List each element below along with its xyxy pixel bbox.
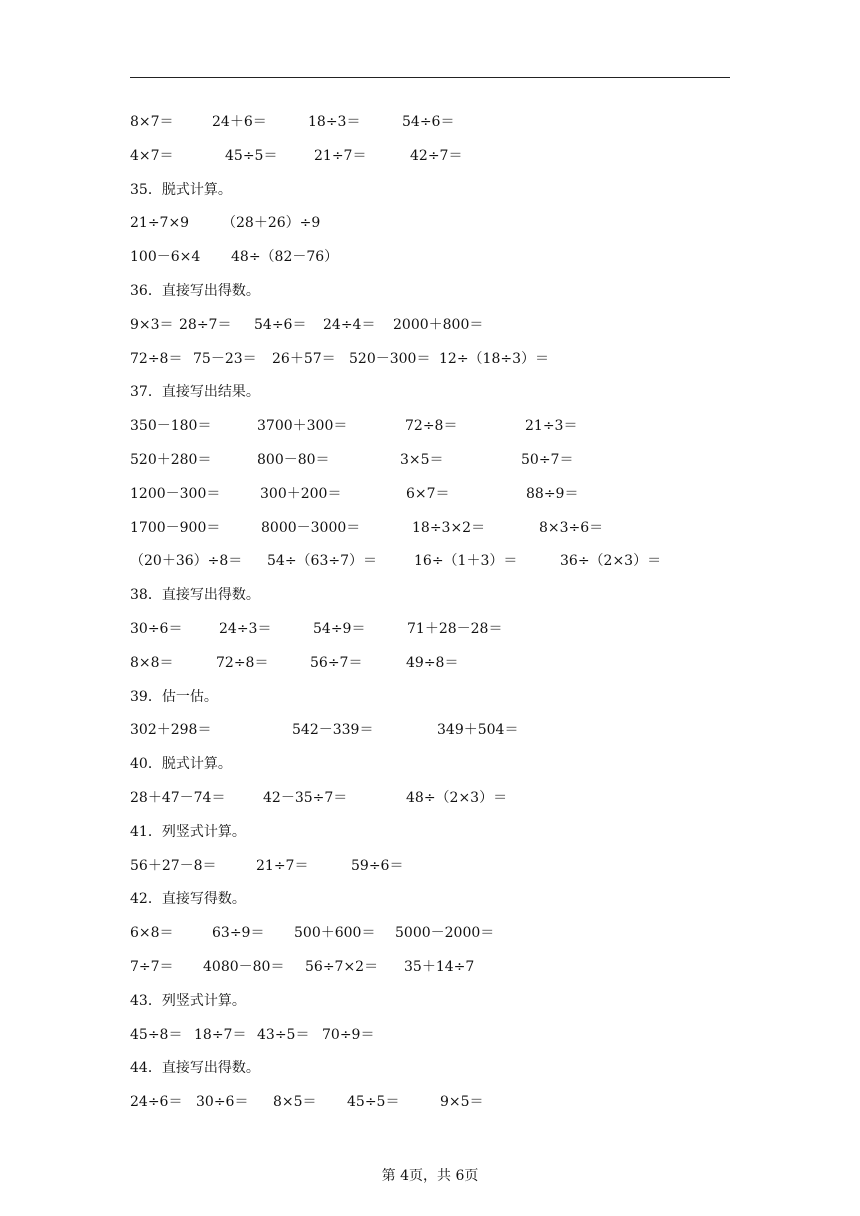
expression: 2000＋800＝ xyxy=(393,316,484,333)
expression: 45÷5＝ xyxy=(347,1094,400,1111)
question-title: 41．列竖式计算。 xyxy=(130,823,246,840)
question-title: 35．脱式计算。 xyxy=(130,181,232,198)
header-rule xyxy=(130,77,730,78)
question-title: 42．直接写得数。 xyxy=(130,891,246,908)
expression: 3×5＝ xyxy=(400,451,444,468)
expression-row xyxy=(130,484,730,518)
expression: 350－180＝ xyxy=(130,418,212,435)
expression-row xyxy=(130,146,730,180)
expression: 75－23＝ xyxy=(193,350,257,367)
expression: 24＋6＝ xyxy=(212,114,267,130)
expression: 349＋504＝ xyxy=(437,722,519,739)
expression: 800－80＝ xyxy=(257,451,330,468)
expression: 21÷7＝ xyxy=(256,857,309,874)
expression: 9×3＝ xyxy=(130,316,174,333)
expression: 45÷5＝ xyxy=(225,147,278,164)
expression: 48÷（2×3）＝ xyxy=(406,789,508,806)
expression: 520＋280＝ xyxy=(130,451,212,468)
expression: 59÷6＝ xyxy=(351,857,404,874)
worksheet-content xyxy=(130,112,730,1126)
expression-row xyxy=(130,416,730,450)
expression: 24÷3＝ xyxy=(219,620,272,637)
question-title: 44．直接写出得数。 xyxy=(130,1060,260,1077)
expression: 1700－900＝ xyxy=(130,519,221,536)
question-heading xyxy=(130,991,730,1025)
expression: 50÷7＝ xyxy=(521,451,574,468)
expression: 8000－3000＝ xyxy=(261,519,361,536)
expression-row xyxy=(130,653,730,687)
expression: （20＋36）÷8＝ xyxy=(130,553,243,570)
expression: 500＋600＝ xyxy=(294,925,376,942)
expression-row xyxy=(130,247,730,281)
expression: 54÷6＝ xyxy=(254,316,307,333)
expression: 28÷7＝ xyxy=(179,316,232,333)
expression: 21÷7＝ xyxy=(314,147,367,164)
expression: 54÷（63÷7）＝ xyxy=(267,553,377,570)
expression: 542－339＝ xyxy=(292,722,374,739)
expression: 300＋200＝ xyxy=(260,485,342,502)
expression: 72÷8＝ xyxy=(216,654,269,671)
expression: 18÷7＝ xyxy=(194,1026,247,1043)
expression-row xyxy=(130,957,730,991)
expression: 8×3÷6＝ xyxy=(539,519,604,536)
expression: 63÷9＝ xyxy=(212,925,265,942)
expression-row xyxy=(130,450,730,484)
expression: 54÷6＝ xyxy=(402,114,455,130)
expression: 42÷7＝ xyxy=(410,147,463,164)
question-heading xyxy=(130,281,730,315)
expression: 12÷（18÷3）＝ xyxy=(439,350,549,367)
expression: 520－300＝ xyxy=(349,350,431,367)
expression: 72÷8＝ xyxy=(405,418,458,435)
expression: 35＋14÷7 xyxy=(404,958,475,975)
expression: （28＋26）÷9 xyxy=(222,215,321,232)
expression-row xyxy=(130,856,730,890)
expression: 56＋27－8＝ xyxy=(130,857,217,874)
expression: 1200－300＝ xyxy=(130,485,221,502)
expression: 302＋298＝ xyxy=(130,722,212,739)
expression: 16÷（1＋3）＝ xyxy=(414,553,518,570)
expression: 49÷8＝ xyxy=(406,654,459,671)
expression: 72÷8＝ xyxy=(130,350,183,367)
expression: 48÷（82－76） xyxy=(231,249,339,266)
expression: 8×7＝ xyxy=(130,114,174,130)
expression: 8×8＝ xyxy=(130,654,174,671)
expression: 56÷7×2＝ xyxy=(305,958,379,975)
question-title: 43．列竖式计算。 xyxy=(130,992,246,1009)
expression: 88÷9＝ xyxy=(526,485,579,502)
expression: 6×7＝ xyxy=(406,485,450,502)
question-heading xyxy=(130,889,730,923)
expression: 30÷6＝ xyxy=(196,1094,249,1111)
expression: 3700＋300＝ xyxy=(257,418,348,435)
question-title: 37．直接写出结果。 xyxy=(130,384,260,401)
expression: 4×7＝ xyxy=(130,147,174,164)
question-title: 36．直接写出得数。 xyxy=(130,282,260,299)
expression: 21÷7×9 xyxy=(130,215,190,232)
question-heading xyxy=(130,585,730,619)
expression: 24÷4＝ xyxy=(323,316,376,333)
expression: 56÷7＝ xyxy=(310,654,363,671)
expression: 100－6×4 xyxy=(130,249,201,266)
expression: 5000－2000＝ xyxy=(395,925,495,942)
expression: 30÷6＝ xyxy=(130,620,183,637)
expression-row xyxy=(130,923,730,957)
expression-row xyxy=(130,720,730,754)
expression-row xyxy=(130,788,730,822)
expression: 42－35÷7＝ xyxy=(263,789,348,806)
expression-row xyxy=(130,349,730,383)
expression-row xyxy=(130,551,730,585)
expression: 28＋47－74＝ xyxy=(130,789,226,806)
question-title: 40．脱式计算。 xyxy=(130,756,232,773)
expression: 18÷3×2＝ xyxy=(412,519,486,536)
expression: 18÷3＝ xyxy=(308,114,361,130)
expression: 9×5＝ xyxy=(440,1094,484,1111)
expression: 36÷（2×3）＝ xyxy=(560,553,662,570)
expression-row xyxy=(130,315,730,349)
expression: 54÷9＝ xyxy=(313,620,366,637)
question-heading xyxy=(130,822,730,856)
expression: 7÷7＝ xyxy=(130,958,174,975)
question-heading xyxy=(130,1058,730,1092)
expression-row xyxy=(130,1092,730,1126)
expression-row xyxy=(130,112,730,146)
page-footer: 第 4页，共 6页 xyxy=(381,1168,479,1184)
question-title: 38．直接写出得数。 xyxy=(130,587,260,604)
expression-row xyxy=(130,213,730,247)
expression: 70÷9＝ xyxy=(322,1026,375,1043)
expression: 6×8＝ xyxy=(130,925,174,942)
expression: 43÷5＝ xyxy=(257,1026,310,1043)
question-heading xyxy=(130,687,730,721)
question-heading xyxy=(130,754,730,788)
expression: 21÷3＝ xyxy=(525,418,578,435)
expression: 45÷8＝ xyxy=(130,1026,183,1043)
question-heading xyxy=(130,382,730,416)
question-heading xyxy=(130,180,730,214)
expression-row xyxy=(130,518,730,552)
expression: 71＋28－28＝ xyxy=(407,620,503,637)
expression: 8×5＝ xyxy=(273,1094,317,1111)
expression-row xyxy=(130,619,730,653)
question-title: 39．估一估。 xyxy=(130,688,218,705)
expression: 4080－80＝ xyxy=(203,958,285,975)
expression: 24÷6＝ xyxy=(130,1094,183,1111)
expression-row xyxy=(130,1025,730,1059)
expression: 26＋57＝ xyxy=(272,350,336,367)
